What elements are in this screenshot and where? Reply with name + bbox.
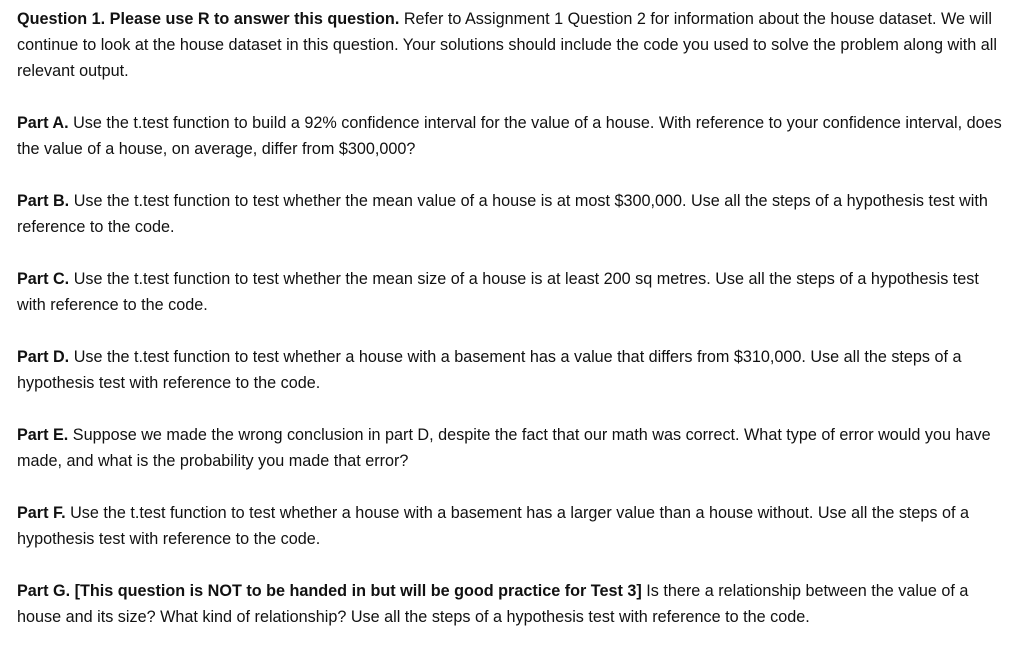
question-text: Refer to Assignment 1 Question 2 for information about the house dataset. We will continue to look at the house dataset in this question. Your solutions should include the code you used to solve the problem along with all relevant output. bbox=[17, 10, 997, 80]
spacer bbox=[17, 162, 1007, 188]
part-f-label: Part F. bbox=[17, 504, 66, 522]
question-label: Question 1. bbox=[17, 10, 106, 28]
document bbox=[17, 6, 1007, 630]
part-g-label: Part G. bbox=[17, 582, 71, 600]
spacer bbox=[17, 318, 1007, 344]
part-f-text: Use the t.test function to test whether a house with a basement has a larger value than a house without. Use all the steps of a hypothesis test with reference to the code. bbox=[17, 504, 970, 548]
part-e-paragraph bbox=[17, 422, 1007, 474]
part-b-text: Use the t.test function to test whether the mean value of a house is at most $300,000. Use all the steps of a hypothesis test with reference to the code. bbox=[17, 192, 988, 236]
part-d-paragraph bbox=[17, 344, 1007, 396]
part-g-note: [This question is NOT to be handed in but will be good practice for Test 3] bbox=[74, 582, 642, 600]
spacer bbox=[17, 474, 1007, 500]
spacer bbox=[17, 552, 1007, 578]
part-c-text: Use the t.test function to test whether the mean size of a house is at least 200 sq metres. Use all the steps of a hypothesis test with reference to the code. bbox=[17, 270, 979, 314]
part-d-label: Part D. bbox=[17, 348, 70, 366]
question-instruction: Please use R to answer this question. bbox=[109, 10, 400, 28]
part-g-paragraph bbox=[17, 578, 1007, 630]
question-paragraph bbox=[17, 6, 1007, 84]
part-b-paragraph bbox=[17, 188, 1007, 240]
part-a-label: Part A. bbox=[17, 114, 69, 132]
part-c-paragraph bbox=[17, 266, 1007, 318]
spacer bbox=[17, 84, 1007, 110]
part-a-paragraph bbox=[17, 110, 1007, 162]
part-e-text: Suppose we made the wrong conclusion in part D, despite the fact that our math was correct. What type of error would you have made, and what is the probability you made that error? bbox=[17, 426, 991, 470]
part-f-paragraph bbox=[17, 500, 1007, 552]
part-e-label: Part E. bbox=[17, 426, 69, 444]
part-g-text: Is there a relationship between the value of a house and its size? What kind of relationship? Use all the steps of a hypothesis test with reference to the code. bbox=[17, 582, 969, 626]
part-d-text: Use the t.test function to test whether a house with a basement has a value that differs from $310,000. Use all the steps of a hypothesis test with reference to the code. bbox=[17, 348, 962, 392]
spacer bbox=[17, 240, 1007, 266]
spacer bbox=[17, 396, 1007, 422]
part-b-label: Part B. bbox=[17, 192, 70, 210]
part-c-label: Part C. bbox=[17, 270, 70, 288]
part-a-text: Use the t.test function to build a 92% confidence interval for the value of a house. With reference to your confidence interval, does the value of a house, on average, differ from $300,000? bbox=[17, 114, 1002, 158]
